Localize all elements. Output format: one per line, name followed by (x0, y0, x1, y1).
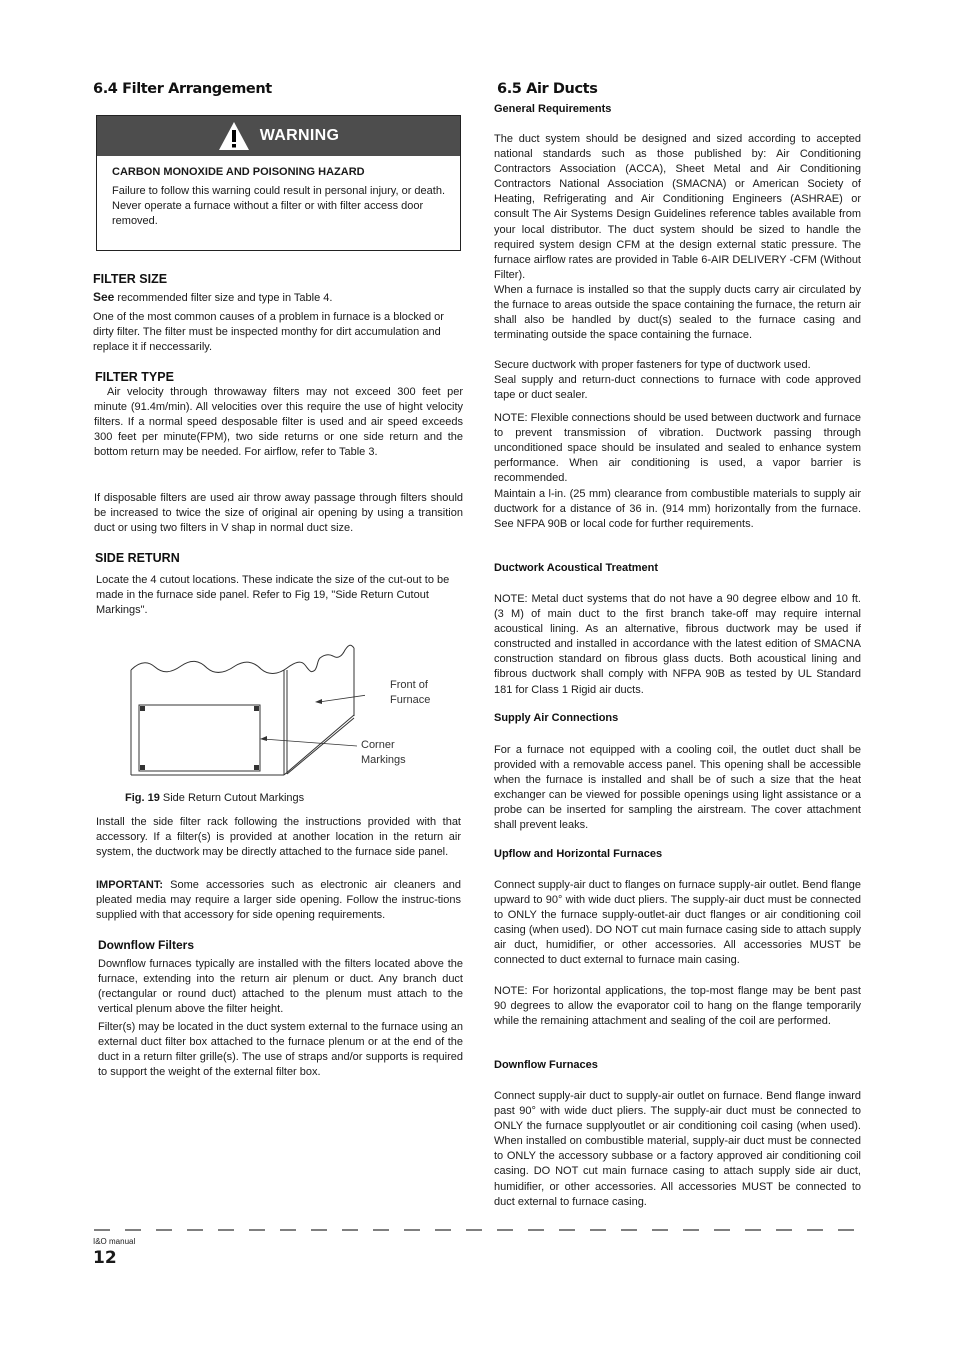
downflow-filters-paragraph-1: Downflow furnaces typically are installed with the filters located above the furnace, extending into the return air plenum or duct. Any branch duct (rectangular or round duct) attached to the plenum must attach to the vertical plenum above the filter height. (98, 958, 463, 1016)
figure-caption-text: Side Return Cutout Markings (159, 792, 305, 804)
warning-text-1: Failure to follow this warning could result in personal injury, or death. (112, 185, 446, 197)
heading-filter-type: FILTER TYPE (95, 370, 174, 384)
heading-supply-air-connections: Supply Air Connections (494, 712, 619, 724)
important-note (96, 878, 461, 923)
see-bold: See (93, 290, 115, 304)
heading-downflow-furnaces: Downflow Furnaces (494, 1059, 598, 1071)
heading-ductwork-acoustical: Ductwork Acoustical Treatment (494, 562, 659, 574)
section-title-filter-arrangement: 6.4 Filter Arrangement (93, 81, 272, 97)
important-text: Some accessories such as electronic air cleaners and pleated media may require a larger side opening. Follow the instruc-tions supplied with that accessory for side opening requirements. (96, 879, 461, 922)
side-return-diagram (125, 640, 365, 785)
side-return-paragraph: Locate the 4 cutout locations. These indicate the size of the cut-out to be made in the furnace side panel. Refer to Fig 19, "Side Return Cutout Markings". (96, 574, 450, 617)
exclamation-triangle-icon (218, 121, 250, 151)
upflow-paragraph-2: NOTE: For horizontal applications, the top-most flange may be bent past 90 degrees to allow the evaporator coil to hang on the flange temporarily while the remaining attachment and sealing of the coil are performed. (494, 985, 861, 1028)
acoustical-paragraph: NOTE: Metal duct systems that do not have a 90 degree elbow and 10 ft. (3 M) of main duct to the first branch take-off may require internal acoustical lining. As an alternative, fibrous ductwork may be used if constructed and installed in accordance with the latest edition of SMACNA construction standard on fibrous glass ducts. Both acoustical lining and fibrous ductwork shall comply with NFPA 90B as tested by UL Standard 181 for Class 1 Rigid air ducts. (494, 593, 861, 696)
figure-caption (125, 791, 304, 806)
label-corner-markings (361, 738, 406, 768)
label-front-line-2: Furnace (390, 694, 431, 707)
heading-general-requirements: General Requirements (494, 103, 612, 115)
heading-side-return: SIDE RETURN (95, 551, 180, 565)
warning-text-2: Never operate a furnace without a filter or with filter access door removed. (112, 200, 424, 228)
footer-rule (94, 1229, 861, 1231)
see-rest: recommended filter size and type in Table 4. (114, 292, 333, 304)
label-corner-line-2: Markings (361, 754, 406, 767)
warning-title: CARBON MONOXIDE AND POISONING HAZARD (112, 166, 365, 178)
general-paragraph-5: NOTE: Flexible connections should be used between ductwork and furnace to prevent transmission of vibration. Ductwork passing through unconditioned space should be insulated and sealed to enhance system performance. When air conditioning is used, a vapor barrier is recommended. (494, 412, 861, 485)
section-title-air-ducts: 6.5 Air Ducts (497, 81, 598, 97)
general-paragraph-3: Secure ductwork with proper fasteners for type of ductwork used. (494, 359, 811, 371)
warning-label: WARNING (259, 127, 340, 144)
side-return-paragraph-2: Install the side filter rack following the instructions provided with that accessory. If a filter(s) is provided at another location in the return air system, the ductwork may be directly attached to the furnace side panel. (96, 816, 461, 859)
general-paragraph-2: When a furnace is installed so that the supply ducts carry air circulated by the furnace to areas outside the space containing the furnace, the return air shall also be handled by duct(s) sealed to the furnace casing and terminating outside the space containing the furnace. (494, 284, 861, 342)
footer-manual-label: I&O manual (93, 1237, 136, 1246)
warning-box (96, 115, 461, 251)
general-paragraph-6: Maintain a l-in. (25 mm) clearance from combustible materials to supply air ductwork for a distance of 36 in. (914 mm) horizontally from the furnace. See NFPA 90B or local code for further requirements. (494, 488, 861, 531)
downflow-filters-paragraph-2: Filter(s) may be located in the duct system external to the furnace using an external duct filter box attached to the furnace plenum or at the end of the duct in a return filter grille(s). The use of straps and/or supports is required to support the weight of the external filter box. (98, 1021, 463, 1079)
supply-air-paragraph: For a furnace not equipped with a cooling coil, the outlet duct shall be provided with a removable access panel. This opening shall be accessible when the furnace is installed and shall be of such a size that the heat exchanger can be viewed for possible openings using light assistance or a probe can be inserted for sampling the airstream. The cover attachment shall prevent leaks. (494, 744, 861, 832)
heading-upflow-horizontal: Upflow and Horizontal Furnaces (494, 848, 663, 860)
heading-filter-size: FILTER SIZE (93, 272, 168, 286)
page-number: 12 (93, 1248, 117, 1268)
general-paragraph-4: Seal supply and return-duct connections to furnace with code approved tape or duct sealer. (494, 374, 861, 402)
downflow-furnaces-paragraph: Connect supply-air duct to supply-air outlet on furnace. Bend flange inward past 90° with wide duct pliers. The supply-air duct must be connected to ONLY the furnace supplyoutlet or air conditioning coil casing (when used). When installed on combustible material, supply-air duct must be connected to ONLY the accessory subbase or a factory approved air conditioning coil casing. DO NOT cut main furnace casing to attach supply side air duct, humidifier, or other accessories. All accessories MUST be connected to duct external to furnace casing. (494, 1090, 861, 1208)
general-paragraph-1: The duct system should be designed and sized according to accepted national standards such as those published by: Air Conditioning Contractors Association (ACCA), Sheet Metal and Air Conditioning Contractors National Association (SMACNA) or American Society of Heating, Refrigerating and Air Conditioning Engineers (ASHRAE) or consult The Air Systems Design Guidelines reference tables available from your local distributor. The duct system should be sized to handle the required system design CFM at the design external static pressure. The furnace airflow rates are provided in Table 6-AIR DELIVERY -CFM (Without Filter). (494, 133, 861, 281)
upflow-paragraph-1: Connect supply-air duct to flanges on furnace supply-air outlet. Bend flange upward to 90° with wide duct pliers. The supply-air duct must be connected to ONLY the furnace supply-outlet-air duct flanges or air conditioning coil casing (when used). DO NOT cut main furnace casing side to attach supply air duct, humidifier, or other accessories. All accessories MUST be connected to duct external to furnace main casing. (494, 879, 861, 967)
label-front-line-1: Front of (390, 679, 428, 691)
filter-size-see-line (93, 290, 465, 306)
filter-size-paragraph: One of the most common causes of a problem in furnace is a blocked or dirty filter. The filter must be inspected monthy for dirt accumulation and replace it if neccessarily. (93, 311, 444, 354)
figure-caption-number: Fig. 19 (125, 792, 160, 804)
warning-banner (97, 116, 460, 156)
label-corner-line-1: Corner (361, 739, 395, 751)
important-label: IMPORTANT: (96, 879, 164, 891)
filter-type-paragraph-2: If disposable filters are used air throw away passage through filters should be increased to twice the size of original air opening by using a transition duct or using two filters in V shap in normal duct size. (94, 492, 463, 535)
heading-downflow-filters: Downflow Filters (98, 938, 194, 952)
label-front-of-furnace (390, 678, 430, 708)
filter-type-paragraph-1: Air velocity through throwaway filters may not exceed 300 feet per minute (91.4m/min). All velocities over this require the use of hight velocity filters. If a normal speed desposable filter is used and air speed exceeds 300 feet per minute(FPM), two side returns or one side return and the bottom return may be needed. For airflow, refer to Table 3. (94, 386, 463, 459)
